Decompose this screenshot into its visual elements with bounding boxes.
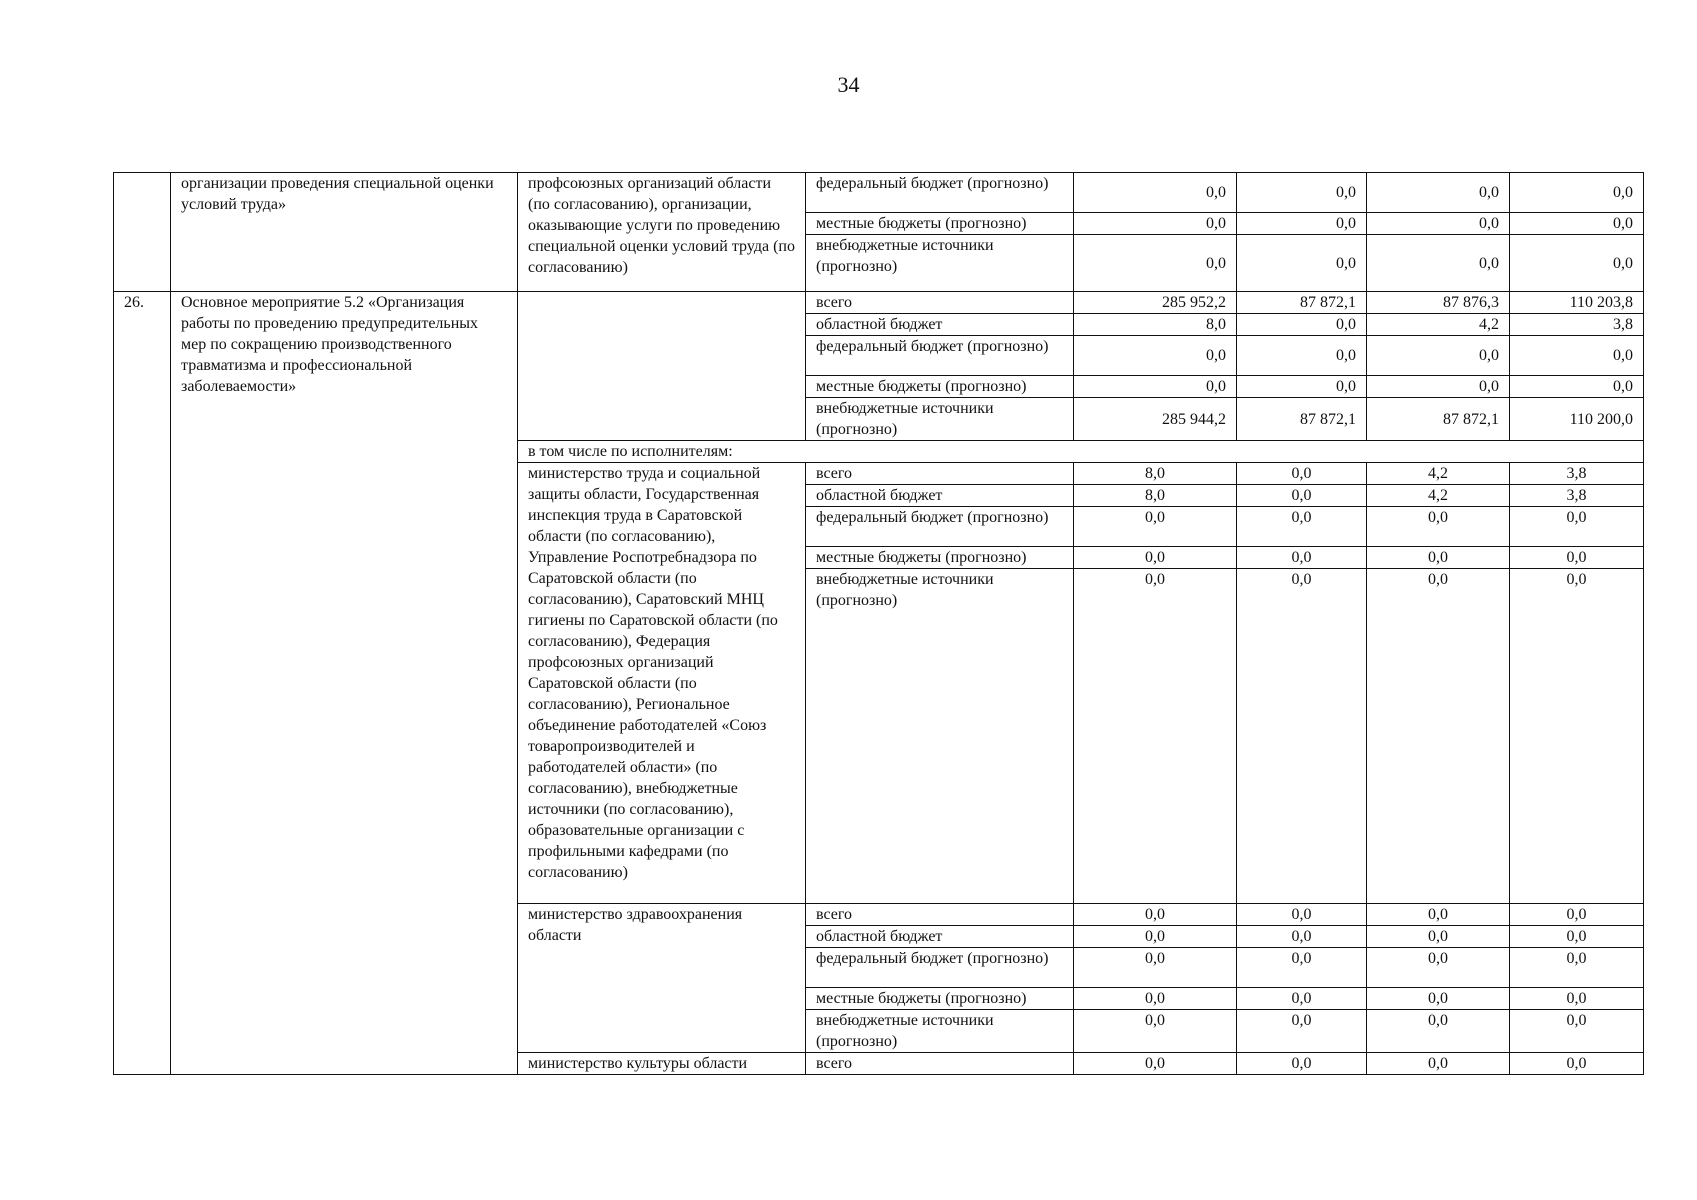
amount-cell: 0,0 [1367,988,1510,1010]
funding-source-cell: всего [806,904,1074,926]
amount-cell: 0,0 [1074,213,1237,235]
funding-source-cell: внебюджетные источники (прогнозно) [806,1010,1074,1053]
executor-cell [518,292,806,441]
amount-cell: 0,0 [1510,569,1644,904]
funding-source-cell: внебюджетные источники (прогнозно) [806,235,1074,292]
amount-cell: 0,0 [1510,213,1644,235]
amount-cell: 0,0 [1237,569,1367,904]
page-number: 34 [837,72,860,97]
executor-cell: министерство здравоохранения области [518,904,806,1053]
funding-source-cell: внебюджетные источники (прогнозно) [806,569,1074,904]
funding-source-cell: всего [806,292,1074,314]
executor-cell: профсоюзных организаций области (по согласованию), организации, оказывающие услуги по проведению специальной оценки условий труда (по согласованию) [518,173,806,292]
amount-cell: 0,0 [1510,376,1644,398]
funding-source-cell: внебюджетные источники (прогнозно) [806,398,1074,441]
funding-source-cell: местные бюджеты (прогнозно) [806,547,1074,569]
funding-source-cell: федеральный бюджет (прогнозно) [806,948,1074,988]
amount-cell: 0,0 [1237,904,1367,926]
amount-cell: 3,8 [1510,485,1644,507]
amount-cell: 0,0 [1074,569,1237,904]
amount-cell: 0,0 [1367,926,1510,948]
amount-cell: 0,0 [1367,213,1510,235]
funding-source-cell: местные бюджеты (прогнозно) [806,213,1074,235]
amount-cell: 0,0 [1237,213,1367,235]
funding-source-cell: федеральный бюджет (прогнозно) [806,173,1074,213]
amount-cell: 0,0 [1367,336,1510,376]
amount-cell: 8,0 [1074,314,1237,336]
amount-cell: 0,0 [1237,336,1367,376]
amount-cell: 285 944,2 [1074,398,1237,441]
amount-cell: 0,0 [1237,235,1367,292]
funding-source-cell: местные бюджеты (прогнозно) [806,988,1074,1010]
amount-cell: 0,0 [1510,173,1644,213]
amount-cell: 0,0 [1074,235,1237,292]
amount-cell: 0,0 [1237,547,1367,569]
funding-source-cell: областной бюджет [806,926,1074,948]
amount-cell: 4,2 [1367,485,1510,507]
amount-cell: 0,0 [1074,948,1237,988]
amount-cell: 0,0 [1367,376,1510,398]
budget-table-body [114,173,1644,1075]
amount-cell: 87 872,1 [1237,292,1367,314]
amount-cell: 0,0 [1237,173,1367,213]
funding-source-cell: всего [806,1053,1074,1075]
amount-cell: 0,0 [1074,904,1237,926]
amount-cell: 0,0 [1074,547,1237,569]
amount-cell: 0,0 [1367,507,1510,547]
amount-cell: 0,0 [1367,173,1510,213]
amount-cell: 3,8 [1510,314,1644,336]
funding-source-cell: федеральный бюджет (прогнозно) [806,507,1074,547]
number-cell [114,173,171,292]
funding-source-cell: федеральный бюджет (прогнозно) [806,336,1074,376]
funding-source-cell: областной бюджет [806,314,1074,336]
executor-cell: министерство культуры области [518,1053,806,1075]
amount-cell: 0,0 [1367,235,1510,292]
executor-cell: министерство труда и социальной защиты области, Государственная инспекция труда в Саратовской области (по согласованию), Управление Роспотребнадзора по Саратовской области (по согласованию), Саратовский МНЦ гигиены по Саратовской области (по согласованию), Федерация профсоюзных организаций Саратовской области (по согласованию), Региональное объединение работодателей «Союз товаропроизводителей и работодателей области» (по согласованию), внебюджетные источники (по согласованию), образовательные организации с профильными кафедрами (по согласованию) [518,463,806,904]
funding-source-cell: областной бюджет [806,485,1074,507]
amount-cell: 0,0 [1510,904,1644,926]
amount-cell: 0,0 [1367,1010,1510,1053]
budget-table [113,172,1644,1075]
amount-cell: 0,0 [1074,988,1237,1010]
amount-cell: 0,0 [1074,336,1237,376]
amount-cell: 0,0 [1367,1053,1510,1075]
amount-cell: 0,0 [1510,988,1644,1010]
amount-cell: 0,0 [1237,376,1367,398]
amount-cell: 0,0 [1074,1053,1237,1075]
amount-cell: 0,0 [1237,314,1367,336]
amount-cell: 0,0 [1367,948,1510,988]
table-row [114,292,1644,314]
amount-cell: 0,0 [1510,547,1644,569]
amount-cell: 0,0 [1510,336,1644,376]
amount-cell: 0,0 [1367,904,1510,926]
by-executors-label: в том числе по исполнителям: [518,441,1644,463]
amount-cell: 0,0 [1237,1053,1367,1075]
event-cell: Основное мероприятие 5.2 «Организация работы по проведению предупредительных мер по сокращению производственного травматизма и профессиональной заболеваемости» [171,292,518,1075]
amount-cell: 0,0 [1237,485,1367,507]
amount-cell: 0,0 [1074,507,1237,547]
amount-cell: 0,0 [1510,507,1644,547]
amount-cell: 87 872,1 [1237,398,1367,441]
amount-cell: 0,0 [1074,173,1237,213]
amount-cell: 285 952,2 [1074,292,1237,314]
amount-cell: 0,0 [1510,1010,1644,1053]
amount-cell: 110 203,8 [1510,292,1644,314]
amount-cell: 0,0 [1367,569,1510,904]
amount-cell: 0,0 [1510,948,1644,988]
amount-cell: 8,0 [1074,485,1237,507]
amount-cell: 3,8 [1510,463,1644,485]
amount-cell: 0,0 [1510,235,1644,292]
amount-cell: 4,2 [1367,314,1510,336]
amount-cell: 110 200,0 [1510,398,1644,441]
amount-cell: 0,0 [1367,547,1510,569]
amount-cell: 0,0 [1510,1053,1644,1075]
amount-cell: 87 872,1 [1367,398,1510,441]
amount-cell: 4,2 [1367,463,1510,485]
amount-cell: 0,0 [1074,376,1237,398]
amount-cell: 0,0 [1237,948,1367,988]
amount-cell: 0,0 [1237,1010,1367,1053]
amount-cell: 0,0 [1237,926,1367,948]
table-row [114,173,1644,213]
amount-cell: 0,0 [1074,1010,1237,1053]
amount-cell: 87 876,3 [1367,292,1510,314]
funding-source-cell: всего [806,463,1074,485]
funding-source-cell: местные бюджеты (прогнозно) [806,376,1074,398]
amount-cell: 0,0 [1074,926,1237,948]
amount-cell: 0,0 [1510,926,1644,948]
amount-cell: 0,0 [1237,988,1367,1010]
amount-cell: 8,0 [1074,463,1237,485]
amount-cell: 0,0 [1237,463,1367,485]
amount-cell: 0,0 [1237,507,1367,547]
event-cell: организации проведения специальной оценки условий труда» [171,173,518,292]
number-cell: 26. [114,292,171,1075]
